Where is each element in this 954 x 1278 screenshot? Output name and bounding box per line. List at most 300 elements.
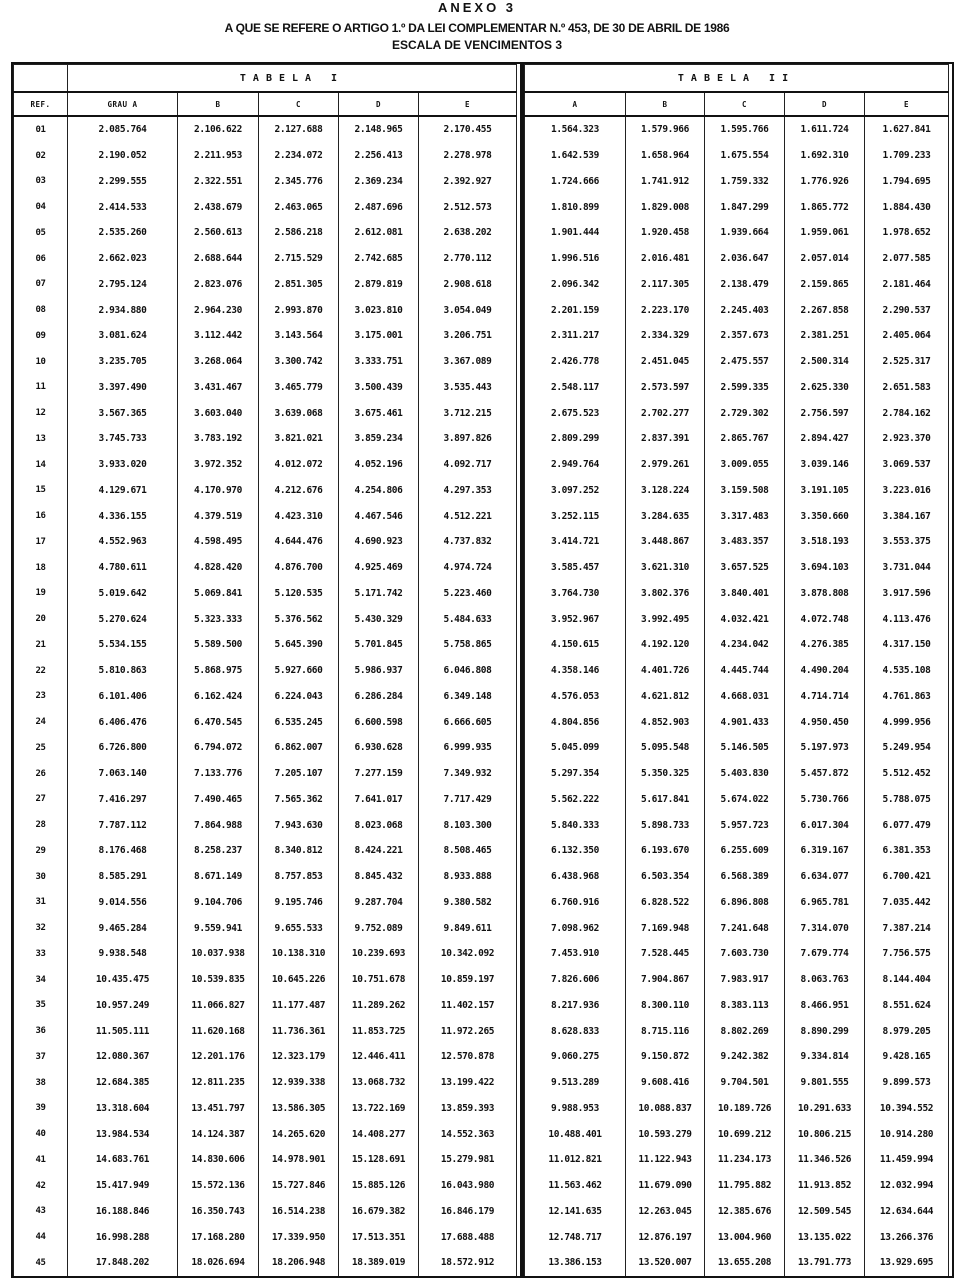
salary-cell: 4.925.469	[339, 555, 419, 581]
grade-column-header: B	[178, 92, 259, 116]
salary-cell: 2.934.880	[68, 297, 178, 323]
salary-cell: 5.957.723	[705, 812, 785, 838]
salary-cell: 8.979.205	[865, 1018, 949, 1044]
ref-cell: 24	[14, 709, 68, 735]
salary-cell: 16.679.382	[339, 1199, 419, 1225]
salary-cell: 2.245.403	[705, 297, 785, 323]
salary-table-1	[11, 62, 522, 1278]
table-1-title-row	[14, 65, 517, 93]
table-row	[14, 1070, 517, 1096]
table-row	[525, 684, 949, 710]
salary-cell: 11.679.090	[626, 1173, 705, 1199]
salary-cell: 2.638.202	[419, 220, 517, 246]
table-row	[525, 993, 949, 1019]
table-row	[14, 246, 517, 272]
salary-cell: 2.138.479	[705, 272, 785, 298]
salary-cell: 4.254.806	[339, 478, 419, 504]
salary-cell: 10.539.835	[178, 967, 259, 993]
salary-cell: 3.191.105	[785, 478, 865, 504]
salary-cell: 6.255.609	[705, 838, 785, 864]
salary-cell: 1.884.430	[865, 194, 949, 220]
salary-cell: 7.756.575	[865, 941, 949, 967]
salary-cell: 5.403.830	[705, 761, 785, 787]
salary-cell: 12.446.411	[339, 1044, 419, 1070]
salary-scale-title: ESCALA DE VENCIMENTOS 3	[391, 38, 563, 52]
table-row	[14, 1018, 517, 1044]
salary-cell: 9.104.706	[178, 890, 259, 916]
salary-cell: 4.999.956	[865, 709, 949, 735]
salary-cell: 3.694.103	[785, 555, 865, 581]
salary-cell: 6.349.148	[419, 684, 517, 710]
salary-cell: 1.759.332	[705, 169, 785, 195]
salary-cell: 4.714.714	[785, 684, 865, 710]
salary-cell: 14.552.363	[419, 1121, 517, 1147]
salary-cell: 7.603.730	[705, 941, 785, 967]
salary-cell: 2.381.251	[785, 323, 865, 349]
salary-cell: 4.012.072	[259, 452, 339, 478]
table-row	[14, 375, 517, 401]
ref-cell: 02	[14, 143, 68, 169]
salary-cell: 12.634.644	[865, 1199, 949, 1225]
salary-cell: 3.159.508	[705, 478, 785, 504]
salary-cell: 5.457.872	[785, 761, 865, 787]
salary-cell: 2.675.523	[525, 400, 626, 426]
salary-cell: 7.904.867	[626, 967, 705, 993]
salary-cell: 4.780.611	[68, 555, 178, 581]
salary-cell: 9.988.953	[525, 1096, 626, 1122]
salary-cell: 3.745.733	[68, 426, 178, 452]
salary-cell: 2.475.557	[705, 349, 785, 375]
salary-cell: 5.927.660	[259, 658, 339, 684]
salary-cell: 2.438.679	[178, 194, 259, 220]
salary-cell: 7.565.362	[259, 787, 339, 813]
salary-cell: 8.383.113	[705, 993, 785, 1019]
salary-cell: 3.465.779	[259, 375, 339, 401]
salary-cell: 4.490.204	[785, 658, 865, 684]
ref-cell: 21	[14, 632, 68, 658]
salary-cell: 4.072.748	[785, 606, 865, 632]
table-row	[525, 864, 949, 890]
salary-cell: 2.756.597	[785, 400, 865, 426]
salary-cell: 6.930.628	[339, 735, 419, 761]
salary-cell: 2.742.685	[339, 246, 419, 272]
table-row	[14, 684, 517, 710]
salary-cell: 1.939.664	[705, 220, 785, 246]
salary-cell: 16.043.980	[419, 1173, 517, 1199]
salary-cell: 10.914.280	[865, 1121, 949, 1147]
salary-cell: 3.783.192	[178, 426, 259, 452]
ref-cell: 42	[14, 1173, 68, 1199]
ref-cell: 30	[14, 864, 68, 890]
salary-cell: 1.959.061	[785, 220, 865, 246]
table-row	[14, 1199, 517, 1225]
salary-cell: 17.339.950	[259, 1224, 339, 1250]
salary-cell: 5.701.845	[339, 632, 419, 658]
table-2-header-row	[525, 92, 949, 116]
salary-cell: 4.761.863	[865, 684, 949, 710]
salary-cell: 4.950.450	[785, 709, 865, 735]
table-row	[14, 993, 517, 1019]
salary-cell: 11.234.173	[705, 1147, 785, 1173]
salary-cell: 7.826.606	[525, 967, 626, 993]
salary-cell: 9.849.611	[419, 915, 517, 941]
salary-cell: 7.864.988	[178, 812, 259, 838]
salary-cell: 12.263.045	[626, 1199, 705, 1225]
salary-cell: 18.389.019	[339, 1250, 419, 1276]
salary-cell: 17.168.280	[178, 1224, 259, 1250]
ref-cell: 25	[14, 735, 68, 761]
salary-cell: 3.603.040	[178, 400, 259, 426]
salary-cell: 3.128.224	[626, 478, 705, 504]
salary-cell: 4.170.970	[178, 478, 259, 504]
salary-cell: 17.688.488	[419, 1224, 517, 1250]
salary-cell: 2.964.230	[178, 297, 259, 323]
salary-cell: 6.132.350	[525, 838, 626, 864]
table-row	[525, 581, 949, 607]
salary-cell: 8.933.888	[419, 864, 517, 890]
ref-cell: 27	[14, 787, 68, 813]
salary-cell: 3.081.624	[68, 323, 178, 349]
salary-cell: 9.334.814	[785, 1044, 865, 1070]
salary-cell: 2.908.618	[419, 272, 517, 298]
salary-cell: 2.159.865	[785, 272, 865, 298]
salary-cell: 5.730.766	[785, 787, 865, 813]
salary-cell: 10.239.693	[339, 941, 419, 967]
ref-cell: 34	[14, 967, 68, 993]
ref-cell: 10	[14, 349, 68, 375]
salary-cell: 5.674.022	[705, 787, 785, 813]
salary-cell: 5.223.460	[419, 581, 517, 607]
salary-cell: 15.727.846	[259, 1173, 339, 1199]
salary-cell: 8.845.432	[339, 864, 419, 890]
annex-subtitle: A QUE SE REFERE O ARTIGO 1.º DA LEI COMPLEMENTAR N.º 453, DE 30 DE ABRIL DE 1986	[224, 21, 730, 35]
table-2-title-row	[525, 65, 949, 93]
salary-cell: 5.376.562	[259, 606, 339, 632]
salary-cell: 10.138.310	[259, 941, 339, 967]
salary-cell: 11.066.827	[178, 993, 259, 1019]
grade-column-header: E	[865, 92, 949, 116]
ref-cell: 03	[14, 169, 68, 195]
salary-cell: 7.416.297	[68, 787, 178, 813]
salary-cell: 8.258.237	[178, 838, 259, 864]
salary-cell: 2.770.112	[419, 246, 517, 272]
salary-cell: 12.509.545	[785, 1199, 865, 1225]
salary-cell: 17.513.351	[339, 1224, 419, 1250]
table-row	[14, 555, 517, 581]
table-row	[14, 1121, 517, 1147]
salary-cell: 16.188.846	[68, 1199, 178, 1225]
table-row	[525, 658, 949, 684]
ref-cell: 11	[14, 375, 68, 401]
ref-cell: 38	[14, 1070, 68, 1096]
salary-cell: 5.350.325	[626, 761, 705, 787]
salary-cell: 4.052.196	[339, 452, 419, 478]
salary-cell: 8.802.269	[705, 1018, 785, 1044]
salary-cell: 2.823.076	[178, 272, 259, 298]
salary-cell: 4.737.832	[419, 529, 517, 555]
salary-cell: 3.802.376	[626, 581, 705, 607]
salary-cell: 1.847.299	[705, 194, 785, 220]
salary-cell: 15.885.126	[339, 1173, 419, 1199]
salary-cell: 5.484.633	[419, 606, 517, 632]
salary-cell: 6.896.808	[705, 890, 785, 916]
salary-cell: 3.917.596	[865, 581, 949, 607]
salary-cell: 12.684.385	[68, 1070, 178, 1096]
table-row	[525, 1018, 949, 1044]
table-row	[525, 375, 949, 401]
salary-cell: 11.620.168	[178, 1018, 259, 1044]
salary-cell: 8.715.116	[626, 1018, 705, 1044]
salary-cell: 2.851.305	[259, 272, 339, 298]
salary-cell: 4.212.676	[259, 478, 339, 504]
salary-cell: 6.077.479	[865, 812, 949, 838]
salary-cell: 4.276.385	[785, 632, 865, 658]
salary-cell: 13.791.773	[785, 1250, 865, 1276]
salary-cell: 11.505.111	[68, 1018, 178, 1044]
salary-cell: 14.265.620	[259, 1121, 339, 1147]
salary-cell: 5.617.841	[626, 787, 705, 813]
salary-cell: 6.286.284	[339, 684, 419, 710]
salary-cell: 2.357.673	[705, 323, 785, 349]
table-row	[14, 838, 517, 864]
salary-cell: 3.268.064	[178, 349, 259, 375]
salary-cell: 6.828.522	[626, 890, 705, 916]
salary-cell: 2.369.234	[339, 169, 419, 195]
salary-cell: 4.129.671	[68, 478, 178, 504]
salary-cell: 13.859.393	[419, 1096, 517, 1122]
salary-cell: 8.757.853	[259, 864, 339, 890]
salary-cell: 3.143.564	[259, 323, 339, 349]
salary-cell: 13.068.732	[339, 1070, 419, 1096]
salary-cell: 2.837.391	[626, 426, 705, 452]
table-row	[525, 143, 949, 169]
salary-cell: 11.736.361	[259, 1018, 339, 1044]
salary-cell: 2.256.413	[339, 143, 419, 169]
salary-cell: 1.675.554	[705, 143, 785, 169]
salary-cell: 3.712.215	[419, 400, 517, 426]
salary-cell: 10.088.837	[626, 1096, 705, 1122]
salary-cell: 2.322.551	[178, 169, 259, 195]
salary-cell: 3.431.467	[178, 375, 259, 401]
salary-cell: 13.004.960	[705, 1224, 785, 1250]
salary-cell: 2.290.537	[865, 297, 949, 323]
salary-cell: 2.879.819	[339, 272, 419, 298]
table-row	[525, 169, 949, 195]
salary-cell: 2.463.065	[259, 194, 339, 220]
salary-cell: 9.608.416	[626, 1070, 705, 1096]
salary-cell: 7.241.648	[705, 915, 785, 941]
grade-column-header: C	[259, 92, 339, 116]
table-row	[14, 915, 517, 941]
table-2-title: TABELA II	[525, 65, 949, 93]
table-row	[14, 297, 517, 323]
table-row	[525, 890, 949, 916]
salary-cell: 8.144.404	[865, 967, 949, 993]
salary-cell: 2.201.159	[525, 297, 626, 323]
ref-cell: 33	[14, 941, 68, 967]
salary-cell: 9.752.089	[339, 915, 419, 941]
salary-cell: 4.644.476	[259, 529, 339, 555]
salary-cell: 6.600.598	[339, 709, 419, 735]
salary-cell: 9.195.746	[259, 890, 339, 916]
salary-cell: 2.096.342	[525, 272, 626, 298]
table-row	[525, 272, 949, 298]
salary-cell: 4.092.717	[419, 452, 517, 478]
table-1-title: TABELA I	[68, 65, 517, 93]
salary-cell: 8.424.221	[339, 838, 419, 864]
salary-cell: 9.465.284	[68, 915, 178, 941]
salary-cell: 6.406.476	[68, 709, 178, 735]
salary-cell: 2.525.317	[865, 349, 949, 375]
table-row	[14, 194, 517, 220]
salary-cell: 6.162.424	[178, 684, 259, 710]
salary-cell: 3.009.055	[705, 452, 785, 478]
table-row	[14, 452, 517, 478]
salary-cell: 4.621.812	[626, 684, 705, 710]
salary-cell: 10.699.212	[705, 1121, 785, 1147]
table-row	[14, 606, 517, 632]
salary-cell: 7.387.214	[865, 915, 949, 941]
salary-cell: 1.776.926	[785, 169, 865, 195]
salary-cell: 4.876.700	[259, 555, 339, 581]
salary-cell: 12.570.878	[419, 1044, 517, 1070]
table-row	[525, 1121, 949, 1147]
salary-cell: 3.840.401	[705, 581, 785, 607]
ref-cell: 06	[14, 246, 68, 272]
salary-cell: 3.069.537	[865, 452, 949, 478]
salary-cell: 7.490.465	[178, 787, 259, 813]
table-row	[525, 1250, 949, 1276]
salary-cell: 7.133.776	[178, 761, 259, 787]
salary-cell: 2.036.647	[705, 246, 785, 272]
salary-cell: 15.572.136	[178, 1173, 259, 1199]
salary-cell: 11.177.487	[259, 993, 339, 1019]
salary-cell: 1.564.323	[525, 116, 626, 143]
table-row	[14, 581, 517, 607]
table-row	[14, 735, 517, 761]
salary-cell: 5.562.222	[525, 787, 626, 813]
salary-cell: 6.381.353	[865, 838, 949, 864]
salary-cell: 6.666.605	[419, 709, 517, 735]
salary-cell: 13.655.208	[705, 1250, 785, 1276]
salary-cell: 3.350.660	[785, 503, 865, 529]
ref-cell: 28	[14, 812, 68, 838]
salary-cell: 13.451.797	[178, 1096, 259, 1122]
salary-cell: 3.821.021	[259, 426, 339, 452]
table-row	[14, 529, 517, 555]
salary-cell: 2.560.613	[178, 220, 259, 246]
ref-cell: 18	[14, 555, 68, 581]
grade-column-header: B	[626, 92, 705, 116]
table-row	[525, 761, 949, 787]
salary-cell: 5.840.333	[525, 812, 626, 838]
salary-cell: 6.438.968	[525, 864, 626, 890]
salary-cell: 3.483.357	[705, 529, 785, 555]
salary-cell: 8.628.833	[525, 1018, 626, 1044]
salary-cell: 3.878.808	[785, 581, 865, 607]
salary-cell: 12.939.338	[259, 1070, 339, 1096]
salary-cell: 4.512.221	[419, 503, 517, 529]
salary-cell: 1.810.899	[525, 194, 626, 220]
salary-cell: 3.367.089	[419, 349, 517, 375]
table-row	[14, 116, 517, 143]
table-row	[525, 503, 949, 529]
salary-cell: 1.996.516	[525, 246, 626, 272]
ref-column-header: REF.	[14, 92, 68, 116]
table-row	[14, 272, 517, 298]
salary-cell: 6.101.406	[68, 684, 178, 710]
ref-cell: 20	[14, 606, 68, 632]
salary-cell: 5.512.452	[865, 761, 949, 787]
table-row	[14, 761, 517, 787]
salary-cell: 5.788.075	[865, 787, 949, 813]
salary-cell: 5.297.354	[525, 761, 626, 787]
salary-cell: 16.350.743	[178, 1199, 259, 1225]
salary-cell: 11.289.262	[339, 993, 419, 1019]
salary-cell: 3.567.365	[68, 400, 178, 426]
ref-cell: 45	[14, 1250, 68, 1276]
salary-cell: 13.586.305	[259, 1096, 339, 1122]
table-row	[14, 632, 517, 658]
table-row	[14, 1147, 517, 1173]
salary-cell: 3.300.742	[259, 349, 339, 375]
ref-cell: 12	[14, 400, 68, 426]
salary-cell: 6.470.545	[178, 709, 259, 735]
salary-cell: 2.979.261	[626, 452, 705, 478]
salary-cell: 12.811.235	[178, 1070, 259, 1096]
salary-cell: 2.267.858	[785, 297, 865, 323]
table-row	[525, 735, 949, 761]
salary-cell: 11.346.526	[785, 1147, 865, 1173]
salary-cell: 3.112.442	[178, 323, 259, 349]
salary-cell: 3.054.049	[419, 297, 517, 323]
salary-cell: 2.299.555	[68, 169, 178, 195]
salary-cell: 1.829.008	[626, 194, 705, 220]
salary-cell: 7.314.070	[785, 915, 865, 941]
salary-cell: 9.655.533	[259, 915, 339, 941]
salary-cell: 11.795.882	[705, 1173, 785, 1199]
salary-cell: 4.804.856	[525, 709, 626, 735]
salary-cell: 12.032.994	[865, 1173, 949, 1199]
salary-cell: 9.938.548	[68, 941, 178, 967]
salary-cell: 8.890.299	[785, 1018, 865, 1044]
salary-cell: 18.572.912	[419, 1250, 517, 1276]
salary-cell: 5.430.329	[339, 606, 419, 632]
salary-cell: 4.113.476	[865, 606, 949, 632]
table-row	[14, 478, 517, 504]
salary-cell: 10.593.279	[626, 1121, 705, 1147]
ref-cell: 09	[14, 323, 68, 349]
salary-cell: 2.190.052	[68, 143, 178, 169]
salary-cell: 11.972.265	[419, 1018, 517, 1044]
salary-cell: 4.576.053	[525, 684, 626, 710]
salary-cell: 11.913.852	[785, 1173, 865, 1199]
salary-cell: 1.579.966	[626, 116, 705, 143]
ref-cell: 32	[14, 915, 68, 941]
table-row	[525, 787, 949, 813]
salary-cell: 8.340.812	[259, 838, 339, 864]
salary-cell: 2.451.045	[626, 349, 705, 375]
table-row	[525, 632, 949, 658]
salary-cell: 3.764.730	[525, 581, 626, 607]
table-row	[525, 426, 949, 452]
blank-corner-cell	[14, 65, 68, 93]
table-row	[14, 1096, 517, 1122]
salary-cell: 3.553.375	[865, 529, 949, 555]
ref-cell: 40	[14, 1121, 68, 1147]
salary-cell: 2.688.644	[178, 246, 259, 272]
salary-cell: 13.318.604	[68, 1096, 178, 1122]
